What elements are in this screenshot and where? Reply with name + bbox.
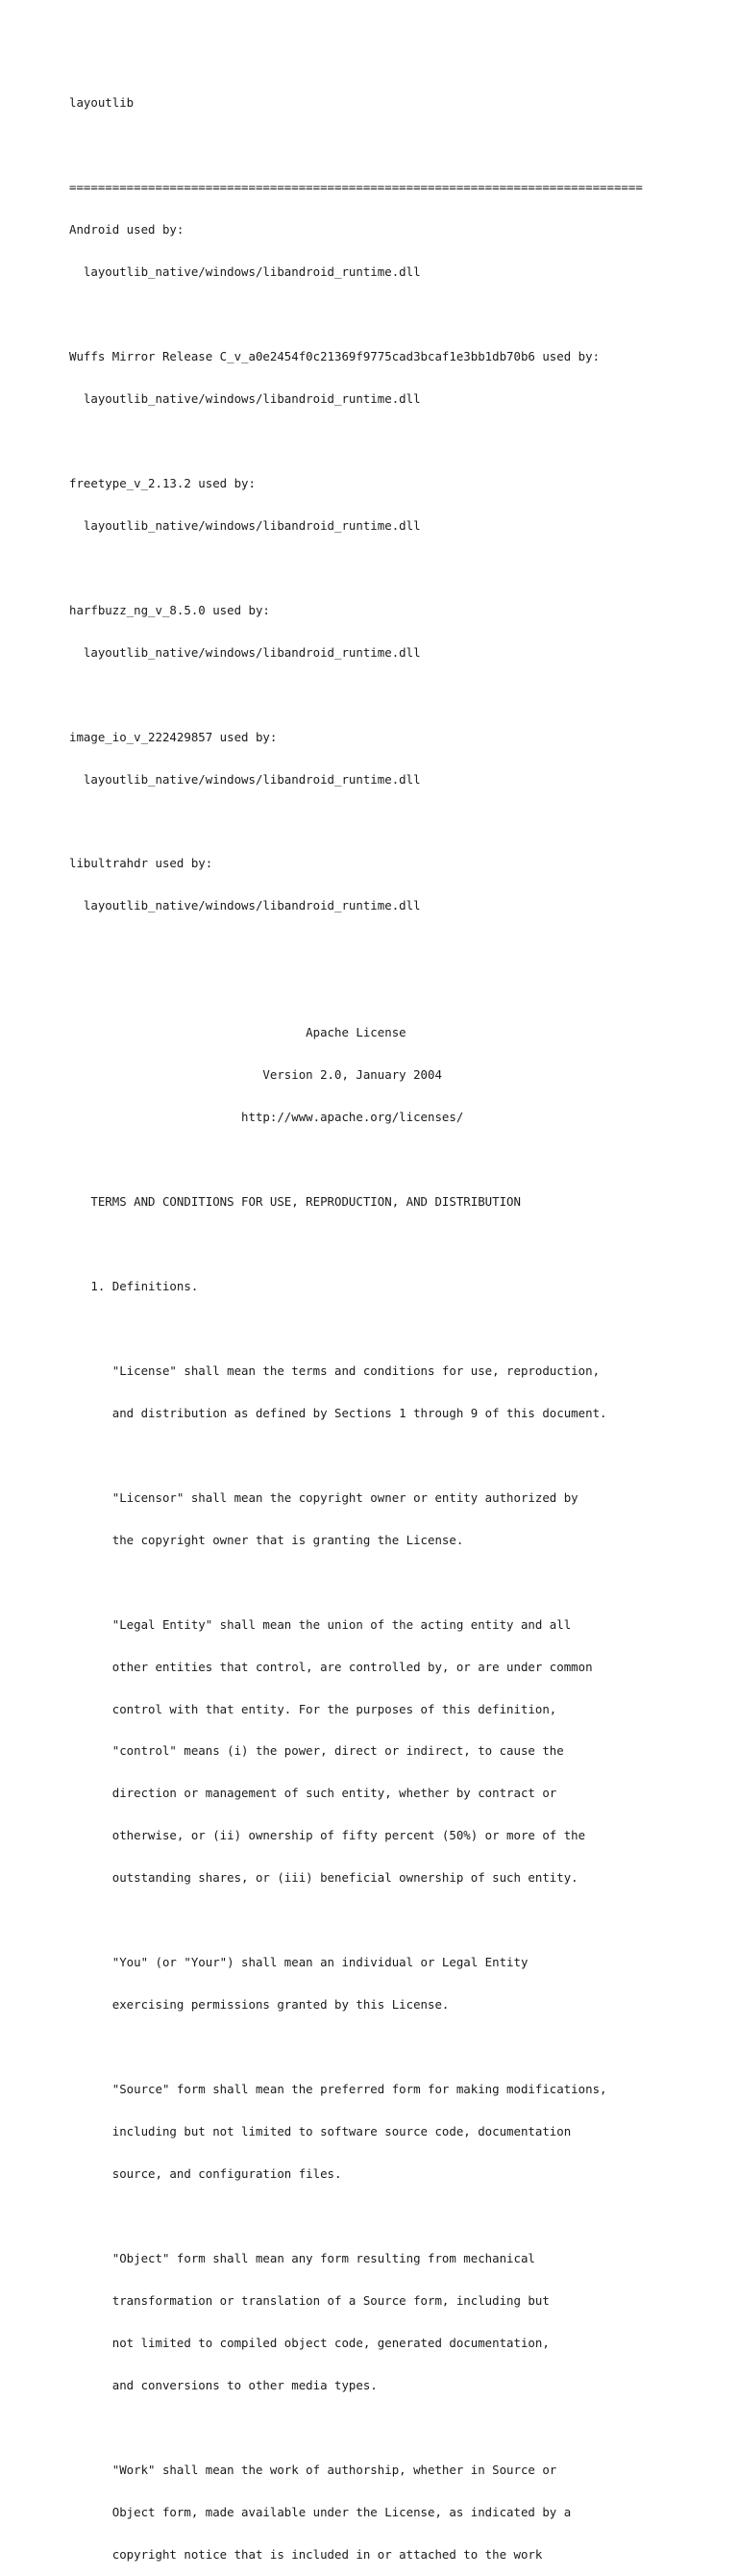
doc-line: layoutlib_native/windows/libandroid_runtime.dll [69, 264, 421, 280]
doc-line: layoutlib_native/windows/libandroid_runtime.dll [69, 644, 421, 660]
doc-line [69, 815, 643, 830]
doc-line: control with that entity. For the purposes of this definition, [69, 1701, 557, 1716]
doc-line: "Licensor" shall mean the copyright owner or entity authorized by [69, 1489, 578, 1505]
separator-line: ================================================================================ [69, 180, 643, 195]
doc-line: copyright notice that is included in or attached to the work [69, 2546, 543, 2562]
doc-line: Object form, made available under the License, as indicated by a [69, 2504, 572, 2519]
doc-line: layoutlib [69, 95, 135, 111]
doc-line [69, 688, 643, 703]
license-url: http://www.apache.org/licenses/ [69, 1110, 464, 1125]
doc-line [69, 1449, 643, 1463]
doc-line: "You" (or "Your") shall mean an individual or Legal Entity [69, 1955, 529, 1970]
doc-line [69, 941, 643, 956]
doc-line: "Object" form shall mean any form resulting from mechanical [69, 2250, 535, 2265]
doc-line [69, 1322, 643, 1337]
doc-line [69, 1238, 643, 1252]
doc-line: not limited to compiled object code, generated documentation, [69, 2335, 550, 2350]
doc-line: other entities that control, are controlled by, or are under common [69, 1659, 593, 1674]
doc-line: libultrahdr used by: [69, 856, 213, 871]
doc-line: "License" shall mean the terms and conditions for use, reproduction, [69, 1363, 601, 1378]
doc-line: Wuffs Mirror Release C_v_a0e2454f0c21369f9775cad3bcaf1e3bb1db70b6 used by: [69, 349, 601, 364]
doc-line: freetype_v_2.13.2 used by: [69, 475, 256, 490]
doc-line: layoutlib_native/windows/libandroid_runtime.dll [69, 390, 421, 406]
doc-line: "Source" form shall mean the preferred form for making modifications, [69, 2082, 607, 2097]
doc-line: "Work" shall mean the work of authorship, whether in Source or [69, 2462, 557, 2477]
doc-line [69, 562, 643, 576]
doc-line: "Legal Entity" shall mean the union of the acting entity and all [69, 1616, 572, 1632]
doc-line: otherwise, or (ii) ownership of fifty percent (50%) or more of the [69, 1828, 586, 1843]
doc-line: harfbuzz_ng_v_8.5.0 used by: [69, 602, 270, 617]
doc-line: layoutlib_native/windows/libandroid_runtime.dll [69, 898, 421, 913]
doc-line: the copyright owner that is granting the License. [69, 1532, 464, 1547]
section-heading: 1. Definitions. [69, 1279, 199, 1293]
doc-line: "control" means (i) the power, direct or indirect, to cause the [69, 1743, 564, 1759]
doc-line: and distribution as defined by Sections 1 through 9 of this document. [69, 1405, 607, 1420]
doc-line: layoutlib_native/windows/libandroid_runtime.dll [69, 771, 421, 787]
license-version: Version 2.0, January 2004 [69, 1067, 442, 1083]
license-document [69, 68, 643, 2576]
doc-line: and conversions to other media types. [69, 2377, 378, 2392]
doc-line [69, 2040, 643, 2055]
doc-line [69, 308, 643, 322]
doc-line: transformation or translation of a Source form, including but [69, 2292, 550, 2308]
doc-line: exercising permissions granted by this License. [69, 1997, 450, 2013]
doc-line [69, 138, 643, 153]
doc-line [69, 1913, 643, 1928]
doc-line: source, and configuration files. [69, 2166, 342, 2182]
doc-line [69, 2421, 643, 2436]
doc-line [69, 1153, 643, 1167]
doc-line: including but not limited to software source code, documentation [69, 2124, 572, 2139]
doc-line [69, 984, 643, 998]
doc-line: Android used by: [69, 222, 184, 238]
doc-line: layoutlib_native/windows/libandroid_runtime.dll [69, 517, 421, 533]
doc-line: image_io_v_222429857 used by: [69, 729, 278, 744]
doc-line: direction or management of such entity, whether by contract or [69, 1786, 557, 1801]
license-title: Apache License [69, 1025, 406, 1040]
doc-line [69, 2210, 643, 2224]
terms-heading: TERMS AND CONDITIONS FOR USE, REPRODUCTION, AND DISTRIBUTION [69, 1194, 521, 1210]
doc-line [69, 1576, 643, 1590]
doc-line [69, 435, 643, 449]
doc-line: outstanding shares, or (iii) beneficial ownership of such entity. [69, 1870, 578, 1886]
